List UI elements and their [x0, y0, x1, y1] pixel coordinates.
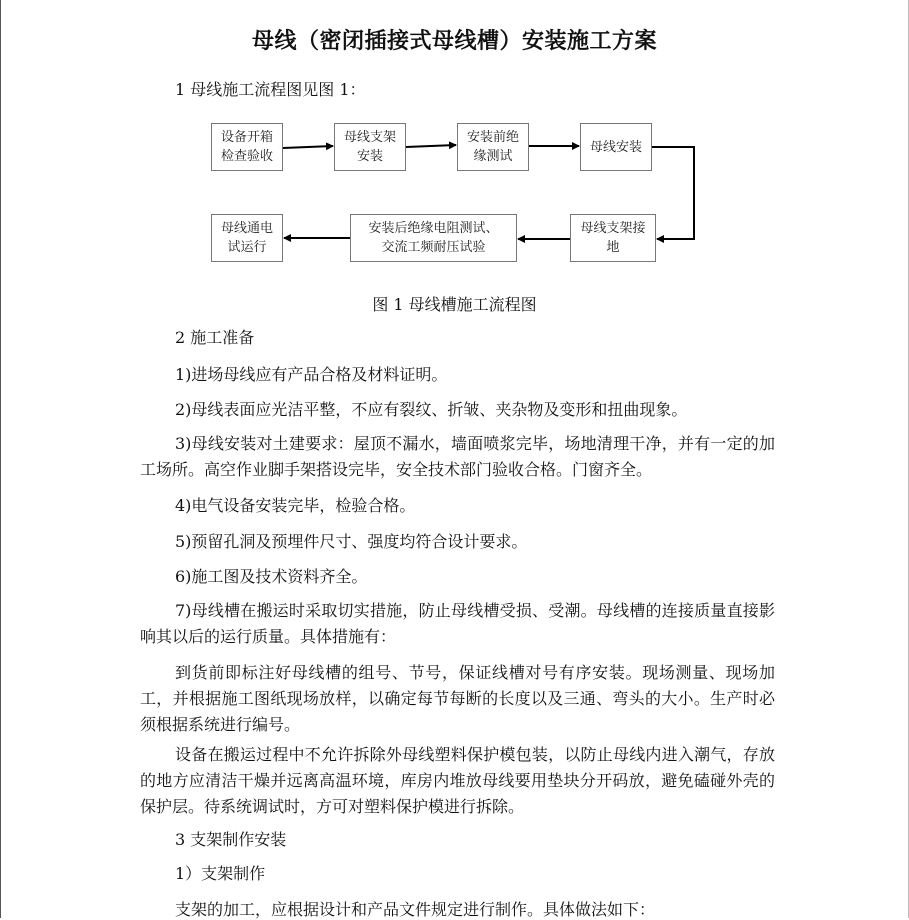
prep-item-1: 1)进场母线应有产品合格及材料证明。	[175, 365, 448, 384]
arrow-1-2	[283, 146, 333, 148]
prep-item-3: 3)母线安装对土建要求：屋顶不漏水，墙面喷浆完毕，场地清理干净，并有一定的加工场所。高空作业脚手架搭设完毕，安全技术部门验收合格。门窗齐全。	[140, 434, 775, 479]
arrow-2-3	[406, 145, 456, 147]
prep-item-6: 6)施工图及技术资料齐全。	[175, 567, 368, 586]
flow-step-pre-insulation-test: 安装前绝 缘测试	[457, 123, 529, 171]
section-2-heading: 2 施工准备	[175, 328, 255, 347]
document-title: 母线（密闭插接式母线槽）安装施工方案	[251, 29, 657, 54]
flow-step-post-tests: 安装后绝缘电阻测试、 交流工频耐压试验	[350, 214, 517, 262]
flowchart-intro: 1 母线施工流程图见图 1：	[175, 80, 366, 99]
prep-item-2: 2)母线表面应光洁平整，不应有裂纹、折皱、夹杂物及变形和扭曲现象。	[175, 400, 688, 419]
section-3-text: 支架的加工，应根据设计和产品文件规定进行制作。具体做法如下：	[175, 900, 656, 919]
section-3-heading: 3 支架制作安装	[175, 830, 287, 849]
flow-step-unpack-inspect: 设备开箱 检查验收	[211, 123, 283, 171]
prep-measure-1: 到货前即标注好母线槽的组号、节号，保证线槽对号有序安装。现场测量、现场加工，并根据施工图纸现场放样，以确定每节每断的长度以及三通、弯头的大小。生产时必须根据系统进行编号。	[140, 663, 775, 734]
figure-caption: 图 1 母线槽施工流程图	[372, 295, 537, 314]
flow-step-bracket-grounding: 母线支架接 地	[570, 214, 656, 262]
prep-item-7: 7)母线槽在搬运时采取切实措施，防止母线槽受损、受潮。母线槽的连接质量直接影响其以后的运行质量。具体措施有：	[140, 601, 775, 646]
prep-item-5: 5)预留孔洞及预埋件尺寸、强度均符合设计要求。	[175, 532, 528, 551]
flow-step-busbar-install: 母线安装	[580, 123, 652, 171]
section-3-sub: 1）支架制作	[175, 864, 266, 883]
prep-item-4: 4)电气设备安装完毕，检验合格。	[175, 496, 416, 515]
prep-measure-2: 设备在搬运过程中不允许拆除外母线塑料保护模包装，以防止母线内进入潮气，存放的地方应清洁干燥并远离高温环境，库房内堆放母线要用垫块分开码放，避免磕碰外壳的保护层。待系统调试时，方可对塑料保护模进行拆除。	[140, 745, 775, 816]
flow-step-energize-trial: 母线通电 试运行	[211, 214, 283, 262]
arrow-4-5	[652, 147, 694, 239]
flow-step-bracket-install: 母线支架 安装	[334, 123, 406, 171]
